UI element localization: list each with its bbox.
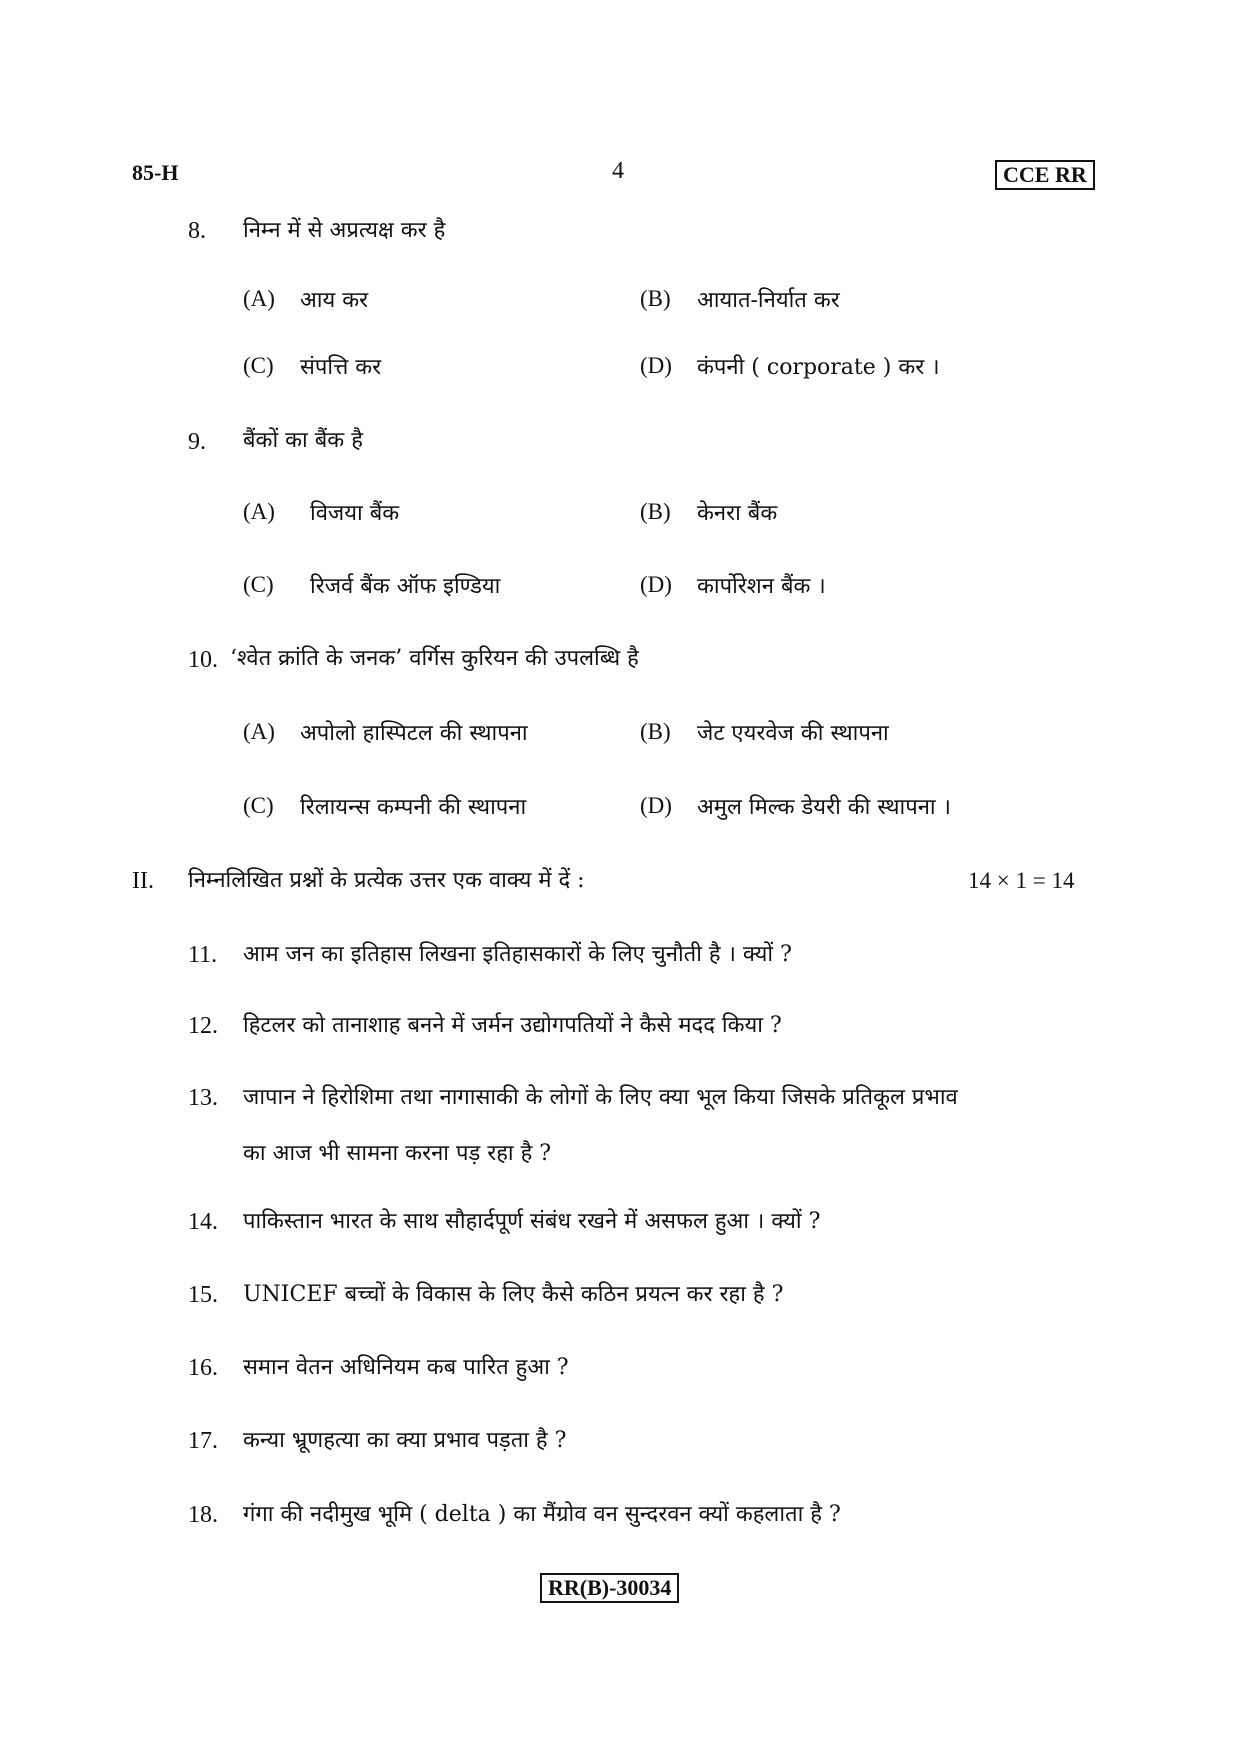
- question-text: ‘श्वेत क्रांति के जनक’ वर्गिस कुरियन की उपलब्धि है: [230, 646, 639, 671]
- option-text: संपत्ति कर: [300, 355, 382, 380]
- question-text: आम जन का इतिहास लिखना इतिहासकारों के लिए चुनौती है । क्यों ?: [243, 942, 792, 967]
- option-text: रिलायन्स कम्पनी की स्थापना: [300, 795, 527, 820]
- question-text: पाकिस्तान भारत के साथ सौहार्दपूर्ण संबंध रखने में असफल हुआ । क्यों ?: [243, 1209, 821, 1234]
- question-number: 14.: [188, 1209, 218, 1235]
- option-text: आय कर: [300, 288, 369, 313]
- option-label: (D): [640, 793, 672, 818]
- option-label: (A): [243, 499, 275, 524]
- option-text: रिजर्व बैंक ऑफ इण्डिया: [310, 574, 501, 599]
- question-number: 18.: [188, 1502, 218, 1528]
- option-label: (C): [243, 572, 274, 597]
- question-number: 13.: [188, 1085, 218, 1111]
- question-text: UNICEF बच्चों के विकास के लिए कैसे कठिन प्रयत्न कर रहा है ?: [243, 1282, 784, 1307]
- section-marks: 14 × 1 = 14: [968, 868, 1075, 893]
- option-text: अपोलो हास्पिटल की स्थापना: [300, 721, 528, 746]
- option-label: (A): [243, 719, 275, 744]
- section-instruction: निम्नलिखित प्रश्नों के प्रत्येक उत्तर एक वाक्य में दें :: [188, 868, 585, 893]
- question-text: हिटलर को तानाशाह बनने में जर्मन उद्योगपतियों ने कैसे मदद किया ?: [243, 1013, 782, 1038]
- footer-code: RR(B)-30034: [540, 1573, 679, 1603]
- question-text: जापान ने हिरोशिमा तथा नागासाकी के लोगों के लिए क्या भूल किया जिसके प्रतिकूल प्रभाव: [243, 1085, 958, 1110]
- option-label: (D): [640, 572, 672, 597]
- question-text: गंगा की नदीमुख भूमि ( delta ) का मैंग्रोव वन सुन्दरवन क्यों कहलाता है ?: [243, 1502, 841, 1527]
- option-label: (D): [640, 353, 672, 378]
- option-text: कंपनी ( corporate ) कर ।: [697, 355, 940, 380]
- section-number: II.: [132, 868, 154, 894]
- option-text: जेट एयरवेज की स्थापना: [697, 721, 889, 746]
- question-text: समान वेतन अधिनियम कब पारित हुआ ?: [243, 1355, 569, 1380]
- question-number: 17.: [188, 1428, 218, 1454]
- option-label: (C): [243, 353, 274, 378]
- series-badge: CCE RR: [995, 160, 1095, 190]
- question-number: 15.: [188, 1282, 218, 1308]
- option-label: (B): [640, 286, 671, 311]
- question-number: 9.: [188, 429, 206, 455]
- option-label: (B): [640, 499, 671, 524]
- option-text: आयात-निर्यात कर: [697, 288, 840, 313]
- option-label: (C): [243, 793, 274, 818]
- question-text: निम्न में से अप्रत्यक्ष कर है: [243, 218, 446, 243]
- question-text: कन्या भ्रूणहत्या का क्या प्रभाव पड़ता है ?: [243, 1428, 567, 1453]
- option-label: (A): [243, 286, 275, 311]
- question-number: 11.: [188, 942, 218, 968]
- option-text: विजया बैंक: [310, 501, 400, 526]
- question-text-continued: का आज भी सामना करना पड़ रहा है ?: [243, 1141, 552, 1166]
- question-number: 12.: [188, 1013, 218, 1039]
- paper-code: 85-H: [132, 160, 179, 185]
- option-text: अमुल मिल्क डेयरी की स्थापना ।: [697, 795, 951, 820]
- page-number: 4: [612, 158, 624, 184]
- option-text: कार्पोरेशन बैंक ।: [697, 574, 826, 599]
- question-number: 16.: [188, 1355, 218, 1381]
- question-text: बैंकों का बैंक है: [243, 428, 363, 453]
- option-label: (B): [640, 719, 671, 744]
- question-number: 8.: [188, 218, 206, 244]
- option-text: केनरा बैंक: [697, 501, 778, 526]
- question-number: 10.: [188, 647, 218, 673]
